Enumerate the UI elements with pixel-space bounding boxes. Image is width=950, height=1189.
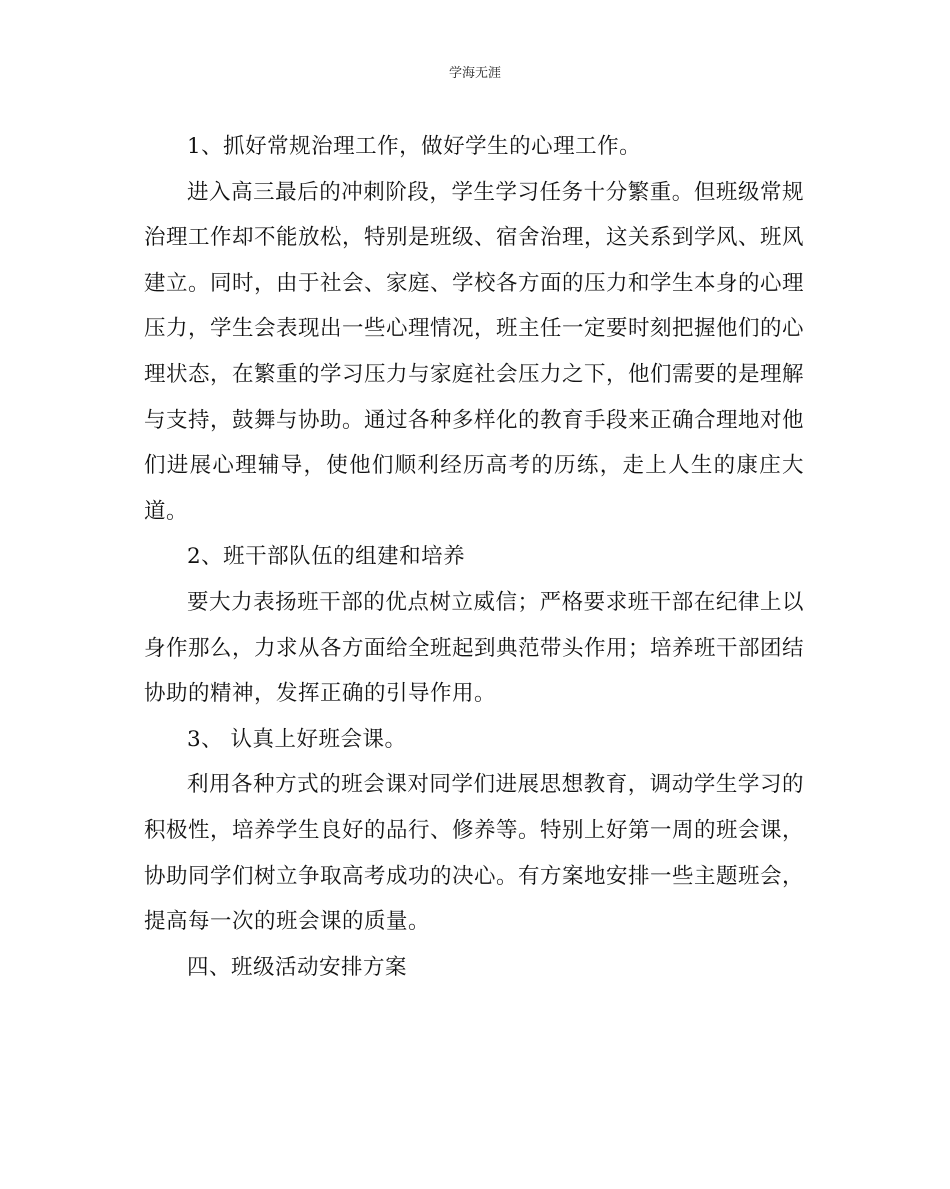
paragraph-body-2: 要大力表扬班干部的优点树立威信；严格要求班干部在纪律上以身作那么，力求从各方面给全班起到典范带头作用；培养班干部团结协助的精神，发挥正确的引导作用。 — [144, 589, 805, 707]
document-body — [144, 124, 804, 990]
paragraph-body-3: 利用各种方式的班会课对同学们进展思想教育，调动学生学习的积极性，培养学生良好的品行、修养等。特别上好第一周的班会课，协助同学们树立争取高考成功的决心。有方案地安排一些主题班会，提高每一次的班会课的质量。 — [144, 772, 805, 935]
paragraph-heading-3: 3、 认真上好班会课。 — [187, 726, 407, 752]
paragraph-body-1: 进入高三最后的冲刺阶段，学生学习任务十分繁重。但班级常规治理工作却不能放松，特别是班级、宿舍治理，这关系到学风、班风建立。同时，由于社会、家庭、学校各方面的压力和学生本身的心理压力，学生会表现出一些心理情况，班主任一定要时刻把握他们的心理状态，在繁重的学习压力与家庭社会压力之下，他们需要的是理解与支持，鼓舞与协助。通过各种多样化的教育手段来正确合理地对他们进展心理辅导，使他们顺利经历高考的历练，走上人生的康庄大道。 — [144, 179, 805, 524]
paragraph-heading-1: 1、抓好常规治理工作，做好学生的心理工作。 — [187, 134, 642, 159]
paragraph-heading-2: 2、班干部队伍的组建和培养 — [187, 544, 466, 570]
page-header: 学海无涯 — [448, 66, 501, 81]
section-heading-4: 四、班级活动安排方案 — [187, 954, 408, 980]
